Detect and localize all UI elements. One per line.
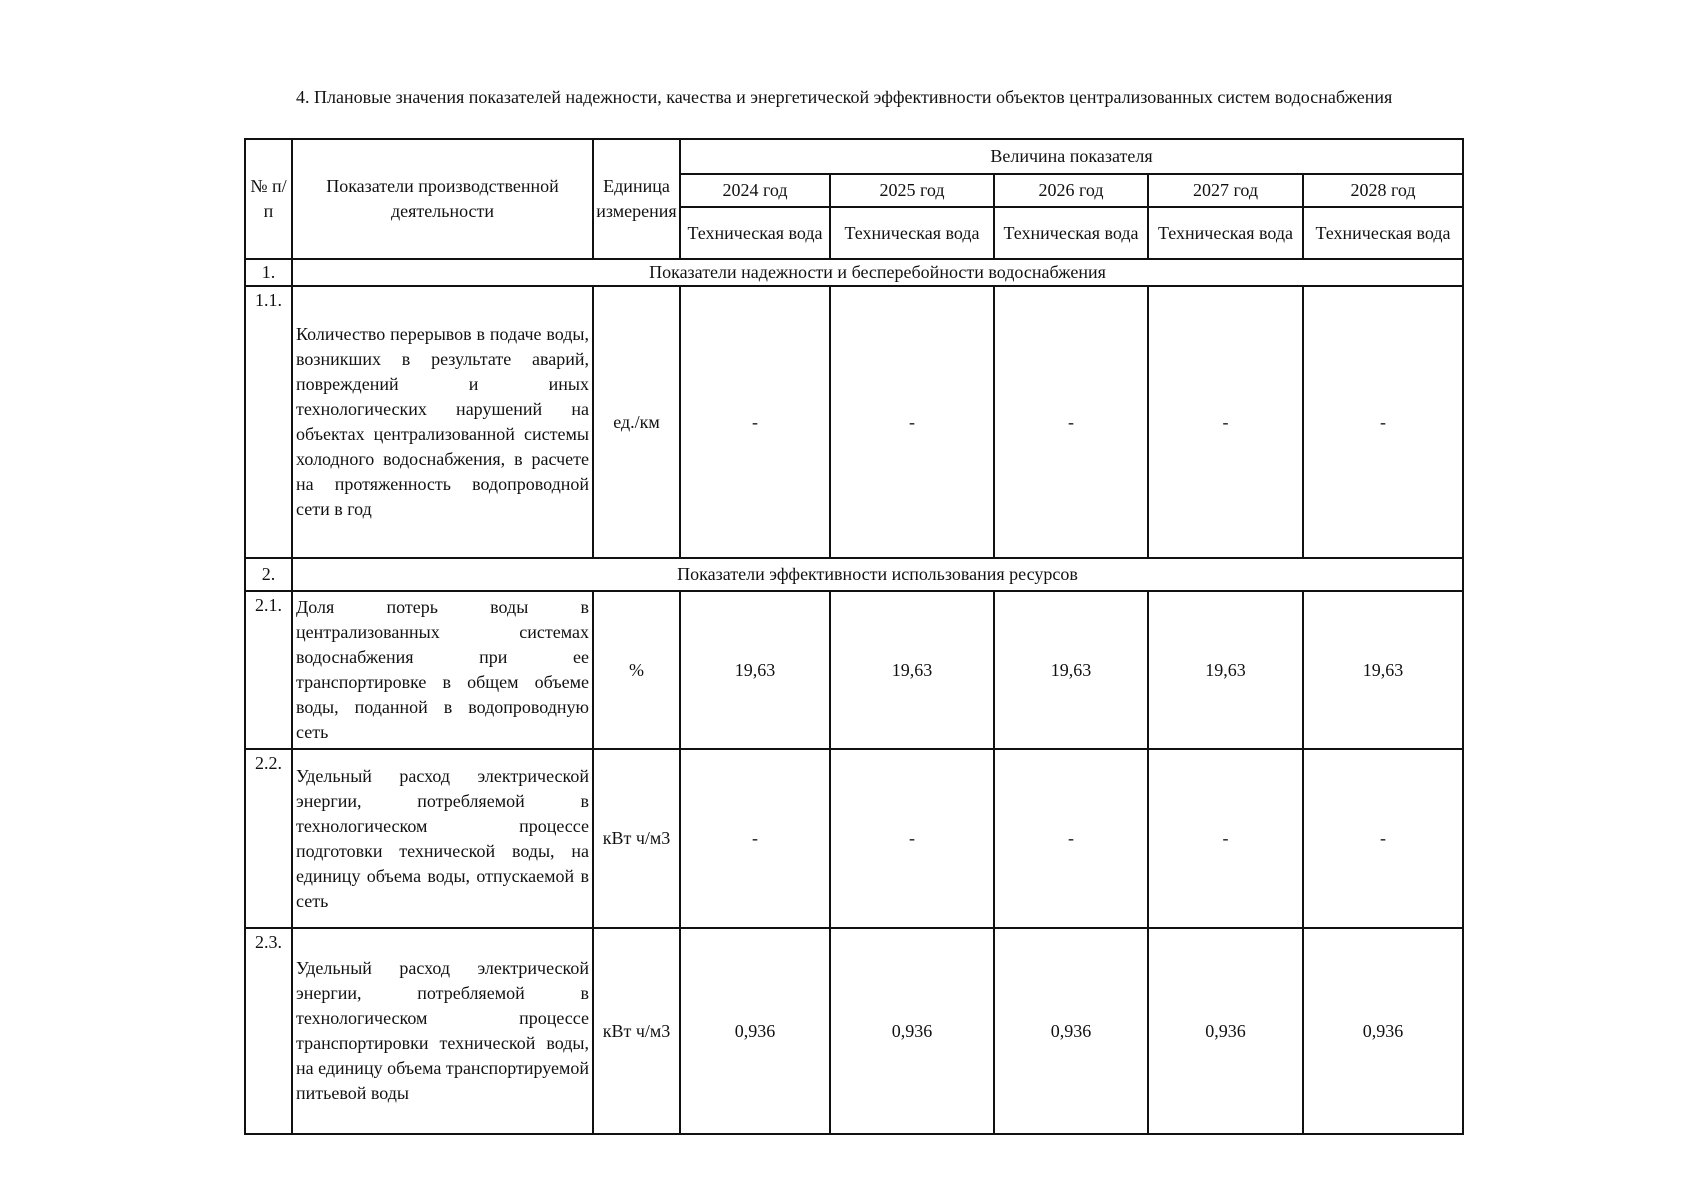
table-row bbox=[245, 286, 1463, 558]
section-row bbox=[245, 259, 1463, 286]
header-year: 2027 год bbox=[1148, 174, 1303, 207]
row-indicator-name: Удельный расход электрической энергии, потребляемой в технологическом процессе подготовки технической воды, на единицу объема воды, отпускаемой в сеть bbox=[292, 749, 593, 928]
row-value: 0,936 bbox=[994, 928, 1148, 1134]
section-row bbox=[245, 558, 1463, 591]
row-value: - bbox=[1148, 286, 1303, 558]
header-year: 2028 год bbox=[1303, 174, 1463, 207]
row-unit: кВт ч/м3 bbox=[593, 928, 680, 1134]
row-num: 2.1. bbox=[245, 591, 292, 749]
row-value: - bbox=[1303, 749, 1463, 928]
header-water-type: Техническая вода bbox=[994, 207, 1148, 259]
header-water-type: Техническая вода bbox=[1148, 207, 1303, 259]
row-indicator-name: Удельный расход электрической энергии, потребляемой в технологическом процессе транспортировки технической воды, на единицу объема транспортируемой питьевой воды bbox=[292, 928, 593, 1134]
section-num: 2. bbox=[245, 558, 292, 591]
document-heading: 4. Плановые значения показателей надежности, качества и энергетической эффективности объектов централизованных систем водоснабжения bbox=[296, 87, 1393, 107]
section-title: Показатели надежности и бесперебойности водоснабжения bbox=[292, 259, 1463, 286]
header-water-type: Техническая вода bbox=[830, 207, 994, 259]
row-value: 0,936 bbox=[1148, 928, 1303, 1134]
header-row-1 bbox=[245, 139, 1463, 174]
row-unit: % bbox=[593, 591, 680, 749]
row-value: - bbox=[1148, 749, 1303, 928]
row-value: - bbox=[994, 286, 1148, 558]
row-value: 0,936 bbox=[830, 928, 994, 1134]
row-indicator-name: Количество перерывов в подаче воды, возникших в результате аварий, повреждений и иных технологических нарушений на объектах централизованной системы холодного водоснабжения, в расчете на протяженность водопроводной сети в год bbox=[292, 286, 593, 558]
table-row bbox=[245, 928, 1463, 1134]
header-water-type: Техническая вода bbox=[1303, 207, 1463, 259]
row-value: - bbox=[680, 286, 830, 558]
table-row bbox=[245, 591, 1463, 749]
row-value: 0,936 bbox=[680, 928, 830, 1134]
section-num: 1. bbox=[245, 259, 292, 286]
indicators-table bbox=[244, 138, 1464, 1135]
header-num: № п/п bbox=[245, 139, 292, 259]
row-num: 2.2. bbox=[245, 749, 292, 928]
row-value: 19,63 bbox=[1148, 591, 1303, 749]
row-value: - bbox=[830, 286, 994, 558]
row-value: - bbox=[680, 749, 830, 928]
row-unit: ед./км bbox=[593, 286, 680, 558]
section-title: Показатели эффективности использования ресурсов bbox=[292, 558, 1463, 591]
row-value: - bbox=[1303, 286, 1463, 558]
header-year: 2025 год bbox=[830, 174, 994, 207]
row-value: - bbox=[994, 749, 1148, 928]
row-value: - bbox=[830, 749, 994, 928]
row-value: 19,63 bbox=[830, 591, 994, 749]
row-value: 19,63 bbox=[1303, 591, 1463, 749]
header-unit: Единица измерения bbox=[593, 139, 680, 259]
row-value: 19,63 bbox=[994, 591, 1148, 749]
header-year: 2024 год bbox=[680, 174, 830, 207]
row-value: 19,63 bbox=[680, 591, 830, 749]
header-water-type: Техническая вода bbox=[680, 207, 830, 259]
row-unit: кВт ч/м3 bbox=[593, 749, 680, 928]
row-num: 2.3. bbox=[245, 928, 292, 1134]
header-year: 2026 год bbox=[994, 174, 1148, 207]
header-indicator-name: Показатели производственной деятельности bbox=[292, 139, 593, 259]
row-value: 0,936 bbox=[1303, 928, 1463, 1134]
header-value-group: Величина показателя bbox=[680, 139, 1463, 174]
row-num: 1.1. bbox=[245, 286, 292, 558]
table-row bbox=[245, 749, 1463, 928]
row-indicator-name: Доля потерь воды в централизованных системах водоснабжения при ее транспортировке в общем объеме воды, поданной в водопроводную сеть bbox=[292, 591, 593, 749]
